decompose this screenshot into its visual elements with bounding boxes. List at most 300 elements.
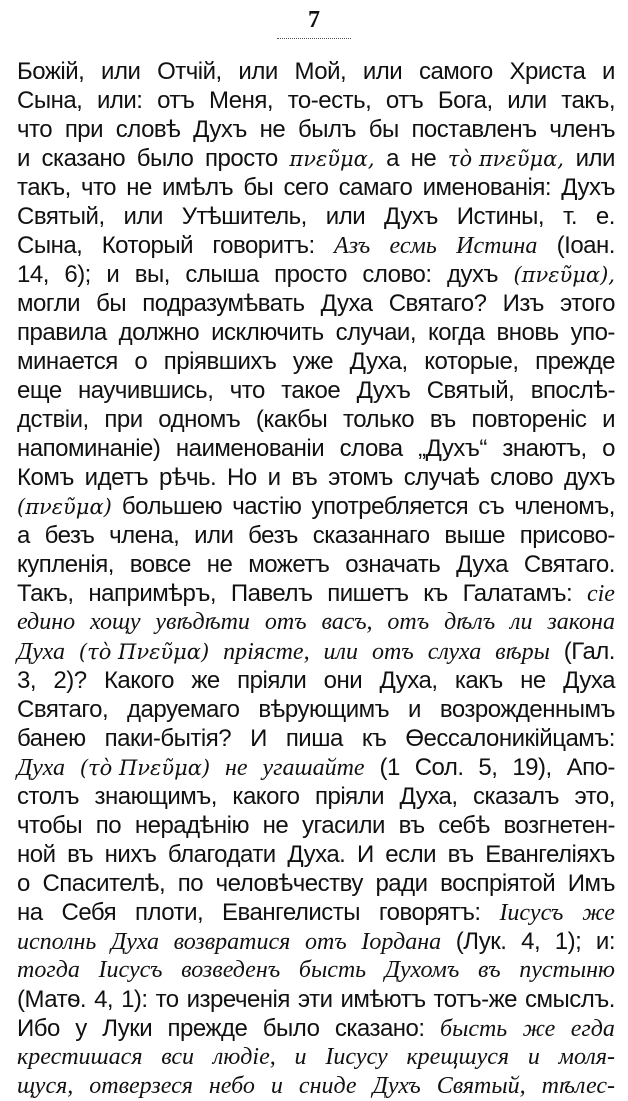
text-line — [17, 840, 615, 869]
word: научившись, — [78, 377, 214, 404]
word: въ — [429, 406, 456, 433]
word: какъ — [454, 667, 503, 694]
word: такъ, — [561, 87, 615, 114]
italic-word: небо — [208, 1073, 255, 1099]
word: Духа — [563, 667, 615, 694]
word: они — [323, 667, 363, 694]
italic-word: же — [582, 900, 615, 926]
word: (1 — [379, 754, 400, 781]
word: просто — [205, 145, 278, 172]
word: по — [95, 812, 122, 839]
italic-word: не — [225, 755, 248, 781]
word: поставленъ — [411, 116, 537, 143]
word: отъ — [157, 87, 195, 114]
word: отъ — [385, 87, 424, 114]
italic-word: ли — [510, 609, 533, 635]
text-line — [17, 1043, 615, 1072]
word: И — [356, 841, 374, 868]
word: Истины, — [456, 203, 545, 230]
italic-word: васъ, — [321, 609, 373, 635]
word: именованія: — [422, 174, 552, 201]
word: бы — [243, 174, 274, 201]
italic-word: бысть — [440, 1016, 508, 1042]
italic-word: пустыню — [519, 957, 615, 983]
word: (какбы — [255, 406, 328, 433]
word: 2)? — [53, 667, 87, 694]
word: и — [17, 145, 30, 172]
italic-word: сниде — [298, 1073, 357, 1099]
word: которые, — [424, 348, 519, 375]
word: или — [101, 58, 141, 85]
word: члена, — [109, 522, 180, 549]
word: плоти, — [134, 899, 204, 926]
italic-word: исполнь — [17, 929, 97, 955]
italic-word: крестишася — [17, 1044, 143, 1070]
italic-word: Іисусъ — [499, 900, 564, 926]
word: только — [342, 406, 415, 433]
word: Святаго, — [17, 696, 109, 723]
italic-word: крещшуся — [406, 1044, 510, 1070]
word: и — [267, 464, 281, 491]
word: же — [191, 667, 220, 694]
header-rule — [277, 38, 351, 39]
word: 1); — [554, 928, 582, 955]
word: смыслъ. — [524, 986, 615, 1013]
word: 3, — [17, 667, 37, 694]
italic-word: вси — [161, 1044, 195, 1070]
word: Бога, — [437, 87, 493, 114]
text-line — [17, 376, 615, 405]
text-line — [17, 231, 615, 260]
text-line — [17, 1072, 615, 1101]
word: Отчій, — [157, 58, 222, 85]
italic-word: егда — [570, 1016, 615, 1042]
word: такое — [281, 377, 341, 404]
text-line — [17, 1014, 615, 1043]
word: это, — [574, 783, 615, 810]
word: Сына, — [17, 87, 83, 114]
word: подразумѣвать — [142, 290, 305, 317]
greek-word: (τὸ Πνεῦμα) — [79, 756, 211, 780]
word: Духъ — [384, 203, 438, 230]
word: (Лук. — [455, 928, 507, 955]
text-line — [17, 144, 615, 173]
word: (Іоан. — [556, 232, 615, 259]
word: въ — [398, 812, 425, 839]
italic-word: Духа — [111, 929, 159, 955]
word: что — [229, 377, 265, 404]
word: вы, — [134, 261, 170, 288]
word: т. — [562, 203, 577, 230]
word: дствіи, — [17, 406, 89, 433]
italic-word: Іордана — [361, 929, 442, 955]
word: словѣ — [115, 116, 181, 143]
italic-word: отъ — [304, 929, 347, 955]
word: пріяли — [314, 783, 385, 810]
word: слыша — [185, 261, 259, 288]
word: вѣрующимъ — [258, 696, 390, 723]
italic-word: слуха — [427, 639, 482, 665]
word: Духа, — [349, 348, 408, 375]
word: Ибо — [17, 1015, 60, 1042]
word: банею — [17, 725, 86, 752]
italic-word: вѣры — [495, 639, 550, 665]
word: Такъ, — [17, 580, 74, 607]
italic-word: есмь — [389, 233, 437, 259]
word: е. — [595, 203, 615, 230]
italic-word: и — [527, 1044, 540, 1070]
word: съ — [478, 493, 505, 520]
word: если — [385, 841, 437, 868]
word: или — [325, 203, 366, 230]
word: имѣлъ — [162, 174, 234, 201]
word: возгнетен- — [503, 812, 615, 839]
word: означать — [345, 551, 441, 578]
word: въ — [447, 841, 474, 868]
page-header — [0, 6, 628, 39]
italic-word: едино — [17, 609, 76, 635]
word: Евангеліяхъ — [485, 841, 615, 868]
italic-word: щуся, — [17, 1073, 74, 1099]
word: Духъ — [561, 174, 615, 201]
word: Сына, — [17, 232, 83, 259]
text-line — [17, 753, 615, 782]
word: 4, — [94, 986, 114, 1013]
word: а — [17, 522, 30, 549]
word: знаютъ, — [502, 435, 587, 462]
word: бы — [368, 116, 399, 143]
word: Имъ — [567, 870, 615, 897]
word: И — [250, 725, 267, 752]
word: Святаго? — [388, 290, 487, 317]
text-line — [17, 57, 615, 86]
word: на — [17, 899, 43, 926]
word: должно — [118, 319, 200, 346]
word: нерадѣнію — [134, 812, 249, 839]
word: ной — [17, 841, 56, 868]
word: или: — [96, 87, 143, 114]
greek-word: πνεῦμα, — [289, 147, 375, 171]
word: Луки — [102, 1015, 153, 1042]
word: напримѣръ, — [88, 580, 216, 607]
word: эти — [297, 986, 333, 1013]
italic-word: закона — [547, 609, 615, 635]
word: въ — [291, 464, 318, 491]
word: нихъ — [104, 841, 157, 868]
word: Святый, — [17, 203, 105, 230]
word: о — [17, 870, 30, 897]
word: минается — [17, 348, 118, 375]
word: и — [408, 696, 421, 723]
word: или — [123, 203, 163, 230]
page-number: 7 — [308, 7, 320, 33]
italic-word: моля- — [558, 1044, 615, 1070]
word: сего — [283, 174, 329, 201]
italic-word: и — [294, 1044, 307, 1070]
word: Сол. — [414, 754, 464, 781]
word: вовсе — [129, 551, 191, 578]
text-line — [17, 782, 615, 811]
word: 6); — [64, 261, 91, 288]
word: исключить — [211, 319, 324, 346]
italic-word: отъ — [387, 609, 430, 635]
word: безъ — [44, 522, 95, 549]
word: этого — [560, 290, 615, 317]
body-text — [17, 57, 615, 1101]
word: сказалъ — [473, 783, 559, 810]
word: Святый, — [426, 377, 515, 404]
italic-word: отъ — [264, 609, 307, 635]
word: просто — [274, 261, 347, 288]
word: одномъ — [158, 406, 241, 433]
word: или — [238, 58, 278, 85]
word: и — [602, 58, 615, 85]
word: возрожденнымъ — [439, 696, 615, 723]
word: Духа — [320, 290, 373, 317]
word: Но — [227, 464, 257, 491]
text-line — [17, 492, 615, 521]
word: знающимъ, — [94, 783, 217, 810]
word: вновь — [496, 319, 559, 346]
word: Павелъ — [230, 580, 313, 607]
word: и — [602, 406, 615, 433]
word: прежде — [535, 348, 615, 375]
word: напоминаніе) — [17, 435, 161, 462]
greek-word: (πνεῦμα), — [513, 263, 615, 287]
word: (Матѳ. — [17, 986, 87, 1013]
greek-word: (πνεῦμα) — [17, 495, 112, 519]
word: случаѣ — [403, 464, 480, 491]
word: 5, — [478, 754, 498, 781]
word: а — [386, 145, 400, 172]
text-line — [17, 318, 615, 347]
word: присово- — [519, 522, 615, 549]
italic-word: хощу — [89, 609, 141, 635]
italic-word: Іисусъ — [98, 957, 163, 983]
italic-word: отъ — [371, 639, 414, 665]
italic-word: сіе — [586, 581, 615, 607]
italic-word: бысть — [298, 957, 367, 983]
word: идетъ — [84, 464, 149, 491]
word: Христа — [509, 58, 586, 85]
italic-word: дѣлъ — [444, 609, 496, 635]
word: еще — [17, 377, 62, 404]
word: духъ — [447, 261, 499, 288]
italic-word: возвратися — [173, 929, 291, 955]
word: что — [17, 116, 53, 143]
word: купленія, — [17, 551, 114, 578]
text-line — [17, 579, 615, 608]
word: паки-бытія? — [104, 725, 232, 752]
italic-word: Духа — [17, 755, 65, 781]
text-line — [17, 550, 615, 579]
word: Какого — [103, 667, 174, 694]
word: сказано — [41, 145, 126, 172]
word: чтобы — [17, 812, 83, 839]
word: и — [106, 261, 120, 288]
text-line — [17, 666, 615, 695]
word: пріявшихъ — [163, 348, 277, 375]
word: слово: — [362, 261, 432, 288]
word: было — [136, 145, 194, 172]
word: пріяли — [237, 667, 307, 694]
word: при — [104, 406, 143, 433]
word: къ — [361, 725, 387, 752]
word: могли — [17, 290, 80, 317]
word: какого — [232, 783, 300, 810]
word: слово — [490, 464, 554, 491]
word: 19), — [512, 754, 552, 781]
italic-word: Іисусу — [325, 1044, 388, 1070]
text-line — [17, 521, 615, 550]
word: говорятъ: — [378, 899, 481, 926]
text-line — [17, 637, 615, 666]
word: при — [64, 116, 104, 143]
word: себѣ — [438, 812, 490, 839]
word: не — [410, 145, 437, 172]
text-line — [17, 463, 615, 492]
italic-word: пріясте, — [223, 639, 310, 665]
word: угасили — [302, 812, 385, 839]
word: говоритъ: — [212, 232, 315, 259]
word: Духа, — [379, 667, 438, 694]
word: когда — [427, 319, 485, 346]
italic-word: тѣлес- — [541, 1073, 615, 1099]
word: духъ — [563, 464, 615, 491]
text-line — [17, 695, 615, 724]
word: уже — [292, 348, 334, 375]
word: Который — [101, 232, 194, 259]
word: членомъ, — [514, 493, 615, 520]
word: прежде — [167, 1015, 248, 1042]
greek-word: τὸ πνεῦμα, — [447, 147, 564, 171]
text-line — [17, 985, 615, 1014]
word: то — [155, 986, 179, 1013]
italic-word: Святый, — [436, 1073, 526, 1099]
word: благодати — [167, 841, 276, 868]
word: было — [262, 1015, 320, 1042]
text-line — [17, 202, 615, 231]
word: этомъ — [328, 464, 393, 491]
word: не — [206, 551, 233, 578]
word: правила — [17, 319, 107, 346]
word: былъ — [297, 116, 356, 143]
word: Духа — [456, 551, 508, 578]
italic-word: отверзеся — [89, 1073, 193, 1099]
text-line — [17, 434, 615, 463]
italic-word: Духомъ — [384, 957, 460, 983]
word: употребляется — [311, 493, 469, 520]
word: упо- — [570, 319, 615, 346]
word: не — [520, 667, 546, 694]
word: членъ — [549, 116, 615, 143]
word: по — [177, 870, 204, 897]
word: тотъ-же — [433, 986, 517, 1013]
italic-word: Истина — [456, 233, 538, 259]
word: сказано: — [334, 1015, 425, 1042]
text-line — [17, 927, 615, 956]
text-line — [17, 956, 615, 985]
word: или — [575, 145, 615, 172]
text-line — [17, 86, 615, 115]
italic-word: въ — [477, 957, 501, 983]
word: изреченія — [186, 986, 290, 1013]
word: и: — [595, 928, 615, 955]
word: „Духъ“ — [418, 435, 487, 462]
word: столъ — [17, 783, 80, 810]
word: Спасителѣ, — [42, 870, 166, 897]
word: наименованіи — [175, 435, 325, 462]
word: не — [262, 812, 289, 839]
word: то-есть, — [287, 87, 372, 114]
text-line — [17, 724, 615, 753]
word: Себя — [61, 899, 117, 926]
word: Апо- — [566, 754, 615, 781]
word: частію — [232, 493, 302, 520]
word: что — [80, 174, 117, 201]
word: 4, — [521, 928, 541, 955]
word: впослѣ- — [530, 377, 615, 404]
text-line — [17, 608, 615, 637]
word: ради — [375, 870, 428, 897]
word: самого — [418, 58, 493, 85]
italic-word: Азъ — [334, 233, 371, 259]
word: Духа. — [287, 841, 346, 868]
word: безъ — [248, 522, 298, 549]
text-line — [17, 405, 615, 434]
text-line — [17, 869, 615, 898]
word: 14, — [17, 261, 49, 288]
word: Утѣшитель, — [181, 203, 307, 230]
word: или — [507, 87, 547, 114]
word: Святаго. — [523, 551, 615, 578]
italic-word: или — [323, 639, 359, 665]
word: въ — [67, 841, 94, 868]
word: или — [194, 522, 234, 549]
italic-word: увѣдѣти — [155, 609, 250, 635]
word: даруемаго — [127, 696, 240, 723]
word: Өессалоникійцамъ: — [405, 725, 615, 752]
text-line — [17, 347, 615, 376]
word: слова — [339, 435, 403, 462]
word: или — [362, 58, 403, 85]
text-line — [17, 115, 615, 144]
word: Галатамъ: — [462, 580, 573, 607]
word: пиша — [285, 725, 343, 752]
word: имѣютъ — [340, 986, 426, 1013]
word: пишетъ — [327, 580, 409, 607]
word: Духа, — [399, 783, 458, 810]
word: Духъ — [193, 116, 247, 143]
word: такъ, — [17, 174, 71, 201]
text-line — [17, 260, 615, 289]
italic-word: и — [270, 1073, 283, 1099]
word: воспріятой — [440, 870, 556, 897]
word: Комъ — [17, 464, 74, 491]
word: бы — [96, 290, 127, 317]
italic-word: людіе, — [212, 1044, 276, 1070]
word: не — [126, 174, 152, 201]
word: случаи, — [335, 319, 416, 346]
text-line — [17, 898, 615, 927]
word: человѣчеству — [215, 870, 363, 897]
word: выше — [444, 522, 505, 549]
italic-word: же — [522, 1016, 556, 1042]
italic-word: Духъ — [372, 1073, 421, 1099]
italic-word: возведенъ — [181, 957, 281, 983]
italic-word: Духа — [17, 639, 65, 665]
text-line — [17, 173, 615, 202]
